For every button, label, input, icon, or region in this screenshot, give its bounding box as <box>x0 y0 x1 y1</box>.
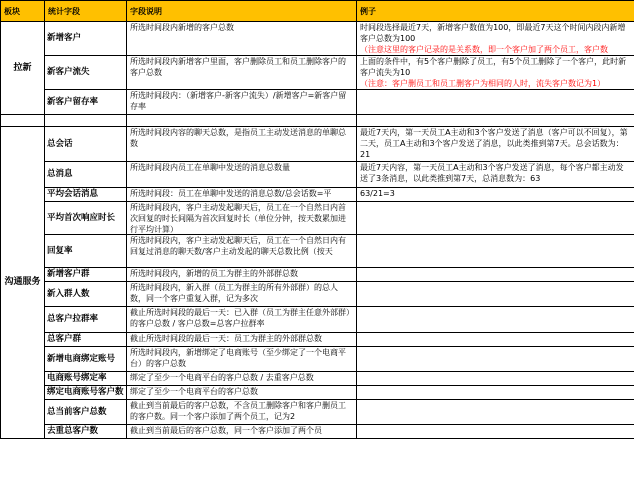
field-name: 新客户留存率 <box>45 90 127 115</box>
field-name: 回复率 <box>45 235 127 268</box>
field-desc: 所选时间段内：（新增客户-新客户流失）/新增客户=新客户留存率 <box>127 90 357 115</box>
header-row <box>1 1 634 22</box>
field-desc: 截止到当前最后的客户总数，不含员工删除客户和客户删员工的客户数。同一个客户添加了两个员工，记为2 <box>127 400 357 425</box>
field-desc: 绑定了至少一个电商平台的客户总数 / 去重客户总数 <box>127 372 357 386</box>
field-name: 平均首次响应时长 <box>45 202 127 235</box>
field-example <box>357 333 634 347</box>
field-desc: 截止到当前最后的客户总数，同一个客户添加了两个员 <box>127 425 357 439</box>
section-comm: 沟通服务 <box>1 127 45 439</box>
header-example: 例子 <box>357 1 634 22</box>
field-example <box>357 90 634 115</box>
field-name: 新客户流失 <box>45 56 127 90</box>
header-field: 统计字段 <box>45 1 127 22</box>
table-row <box>1 235 634 268</box>
example-note: （注意：客户删员工和员工删客户为相同的人时，流失客户数记为1） <box>360 79 606 88</box>
field-name: 新增客户群 <box>45 268 127 282</box>
field-desc: 所选时间段内新增客户里面，客户删除员工和员工删除客户的客户总数 <box>127 56 357 90</box>
field-example <box>357 425 634 439</box>
field-desc: 所选时间段内员工在单聊中发送的消息总数量 <box>127 162 357 188</box>
field-example <box>357 400 634 425</box>
example-note: （注意这里的客户记录的是关系数，即一个客户加了两个员工，客户数 <box>360 45 608 54</box>
field-desc: 所选时间段内新增的客户总数 <box>127 22 357 56</box>
field-name: 电商账号绑定率 <box>45 372 127 386</box>
table-row <box>1 282 634 307</box>
field-desc: 截止所选时间段的最后一天：已入群（员工为群主任意外部群）的客户总数 / 客户总数=总客户拉群率 <box>127 307 357 333</box>
field-name: 总消息 <box>45 162 127 188</box>
table-row <box>1 400 634 425</box>
section-lastin: 拉新 <box>1 22 45 115</box>
field-name: 总客户拉群率 <box>45 307 127 333</box>
field-example <box>357 268 634 282</box>
field-desc: 所选时间段内容的聊天总数，是指员工主动发送消息的单聊总数 <box>127 127 357 162</box>
table-row <box>1 188 634 202</box>
field-name: 总会话 <box>45 127 127 162</box>
field-example: 63/21=3 <box>357 188 634 202</box>
field-example <box>357 202 634 235</box>
field-name: 新增客户 <box>45 22 127 56</box>
field-example <box>357 56 634 90</box>
table-row <box>1 347 634 372</box>
field-desc <box>127 202 357 235</box>
table-row <box>1 127 634 162</box>
field-example <box>357 372 634 386</box>
field-name: 总客户群 <box>45 333 127 347</box>
table-row <box>1 202 634 235</box>
header-section: 板块 <box>1 1 45 22</box>
desc-text: 所选时间段内，客户主动发起聊天后，员工在一个自然日内有回复过消息的聊天数/客户主动发起的聊天总数比例（按天 <box>130 236 346 256</box>
table-row <box>1 307 634 333</box>
table-row <box>1 90 634 115</box>
field-desc <box>127 235 357 268</box>
field-name: 新入群人数 <box>45 282 127 307</box>
spacer-row <box>1 115 634 127</box>
table-row <box>1 333 634 347</box>
table-row <box>1 372 634 386</box>
field-example <box>357 347 634 372</box>
field-name: 去重总客户数 <box>45 425 127 439</box>
table-row <box>1 162 634 188</box>
field-example <box>357 282 634 307</box>
field-example: 最近7天内容，第一天员工A主动和3个客户发送了消息，每个客户都主动发送了3条消息，以此类推到第7天，总消息数为：63 <box>357 162 634 188</box>
table-row <box>1 386 634 400</box>
table-row <box>1 22 634 56</box>
table-row <box>1 268 634 282</box>
field-name: 平均会话消息 <box>45 188 127 202</box>
field-name: 新增电商绑定账号 <box>45 347 127 372</box>
field-example <box>357 22 634 56</box>
field-desc: 所选时间段内，新入群（员工为群主的所有外部群）的总人数，同一个客户重复入群，记为多次 <box>127 282 357 307</box>
example-text: 上面的条件中，有5个客户删除了员工，有5个员工删除了一个客户，此时新客户流失为10 <box>360 57 627 77</box>
field-desc: 所选时间段内，新增的员工为群主的外部群总数 <box>127 268 357 282</box>
table-row <box>1 425 634 439</box>
field-desc: 所选时间段内，新增绑定了电商账号（至少绑定了一个电商平台）的客户总数 <box>127 347 357 372</box>
field-example: 最近7天内，第一天员工A主动和3个客户发送了消息（客户可以不回复），第二天，员工A主动和3个客户发送了消息，以此类推到第7天。总会话数为：21 <box>357 127 634 162</box>
field-example <box>357 307 634 333</box>
field-example <box>357 386 634 400</box>
field-desc: 所选时间段：员工在单聊中发送的消息总数/总会话数=平 <box>127 188 357 202</box>
table-row <box>1 56 634 90</box>
desc-text: 所选时间段内，客户主动发起聊天后，员工在一个自然日内首次回复的时长间隔为首次回复时长（单位分钟，按天数累加进行平均计算） <box>130 203 346 234</box>
field-example <box>357 235 634 268</box>
field-desc: 截止所选时间段的最后一天：员工为群主的外部群总数 <box>127 333 357 347</box>
example-text: 时间段选择最近7天，新增客户数值为100，即最近7天这个时间内段内新增客户总数为100 <box>360 23 626 43</box>
header-desc: 字段说明 <box>127 1 357 22</box>
field-name: 绑定电商账号客户数 <box>45 386 127 400</box>
field-name: 总当前客户总数 <box>45 400 127 425</box>
field-desc: 绑定了至少一个电商平台的客户总数 <box>127 386 357 400</box>
